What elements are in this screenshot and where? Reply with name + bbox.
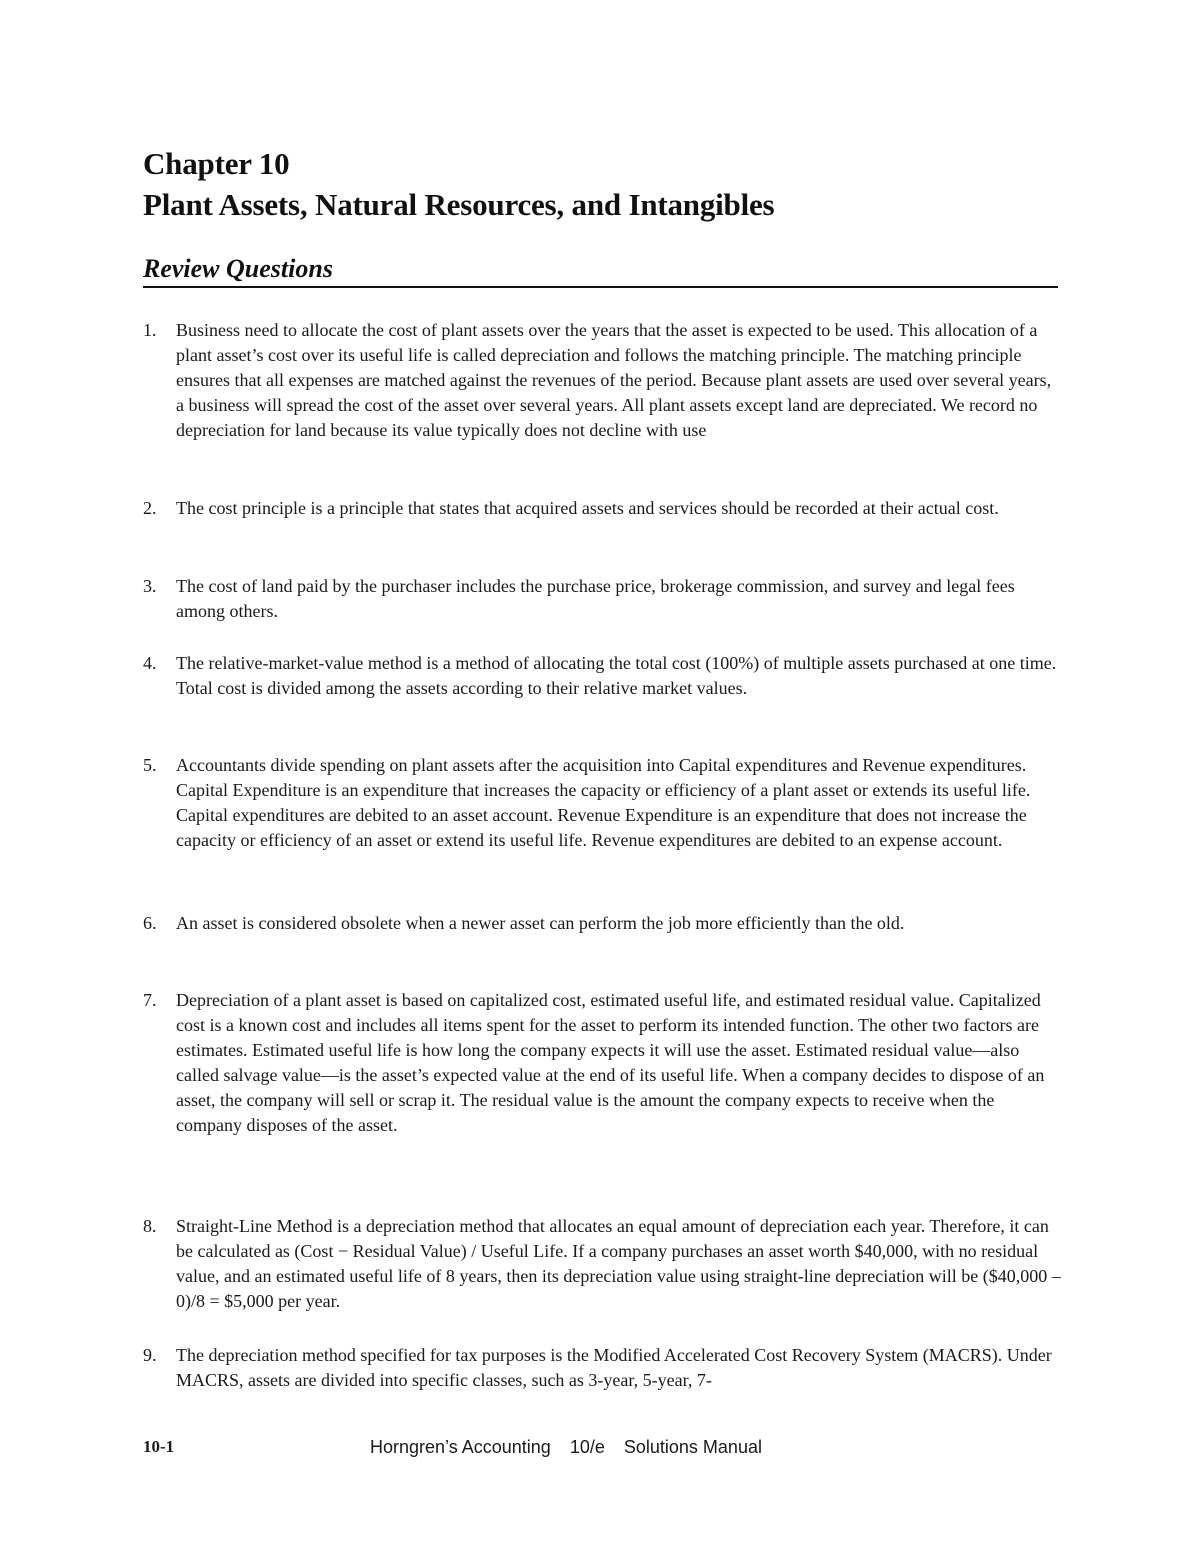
- footer-book-title: Horngren’s Accounting: [370, 1437, 551, 1457]
- question-number: 4.: [143, 653, 157, 673]
- chapter-title: Chapter 10: [143, 146, 290, 181]
- question-text: The cost principle is a principle that states that acquired assets and services should be recorded at their actual cost.: [176, 498, 999, 518]
- list-item: [143, 1214, 1063, 1314]
- question-number: 9.: [143, 1345, 157, 1365]
- chapter-subtitle: Plant Assets, Natural Resources, and Intangibles: [143, 187, 775, 222]
- question-text: The relative-market-value method is a method of allocating the total cost (100%) of multiple assets purchased at one time. Total cost is divided among the assets according to their relative market values.: [176, 653, 1057, 698]
- footer-book-info: [370, 1434, 776, 1460]
- footer-edition: 10/e: [569, 1437, 605, 1457]
- page-number: 10-1: [143, 1437, 175, 1456]
- question-number: 6.: [143, 913, 157, 933]
- question-number: 2.: [143, 498, 157, 518]
- question-text: The depreciation method specified for tax purposes is the Modified Accelerated Cost Recovery System (MACRS). Under MACRS, assets are divided into specific classes, such as 3-year, 5-year, 7-: [176, 1345, 1052, 1390]
- section-title: Review Questions: [143, 254, 333, 283]
- question-text: An asset is considered obsolete when a newer asset can perform the job more efficiently than the old.: [176, 913, 905, 933]
- list-item: [143, 988, 1063, 1138]
- question-text: Straight-Line Method is a depreciation method that allocates an equal amount of depreciation each year. Therefore, it can be calculated as (Cost − Residual Value) / Useful Life. If a company purchases an asset worth $40,000, with no residual value, and an estimated useful life of 8 years, then its depreciation value using straight-line depreciation will be ($40,000 – 0)/8 = $5,000 per year.: [176, 1216, 1061, 1311]
- question-number: 1.: [143, 320, 157, 340]
- list-item: [143, 651, 1063, 701]
- list-item: [143, 496, 1063, 521]
- question-text: Depreciation of a plant asset is based on capitalized cost, estimated useful life, and estimated residual value. Capitalized cost is a known cost and includes all items spent for the asset to perform its intended function. The other two factors are estimates. Estimated useful life is how long the company expects it will use the asset. Estimated residual value—also called salvage value—is the asset’s expected value at the end of its useful life. When a company decides to dispose of an asset, the company will sell or scrap it. The residual value is the amount the company expects to receive when the company disposes of the asset.: [176, 990, 1045, 1135]
- question-number: 7.: [143, 990, 157, 1010]
- question-text: Accountants divide spending on plant assets after the acquisition into Capital expenditures and Revenue expenditures. Capital Expenditure is an expenditure that increases the capacity or efficiency of a plant asset or extends its useful life. Capital expenditures are debited to an asset account. Revenue Expenditure is an expenditure that does not increase the capacity or efficiency of an asset or extend its useful life. Revenue expenditures are debited to an expense account.: [176, 755, 1031, 850]
- question-number: 3.: [143, 576, 157, 596]
- list-item: [143, 318, 1063, 443]
- list-item: [143, 753, 1063, 853]
- question-text: Business need to allocate the cost of plant assets over the years that the asset is expected to be used. This allocation of a plant asset’s cost over its useful life is called depreciation and follows the matching principle. The matching principle ensures that all expenses are matched against the revenues of the period. Because plant assets are used over several years, a business will spread the cost of the asset over several years. All plant assets except land are depreciated. We record no depreciation for land because its value typically does not decline with use: [176, 320, 1052, 440]
- list-item: [143, 1343, 1063, 1393]
- list-item: [143, 911, 1063, 936]
- question-text: The cost of land paid by the purchaser includes the purchase price, brokerage commission, and survey and legal fees among others.: [176, 576, 1015, 621]
- question-number: 5.: [143, 755, 157, 775]
- question-number: 8.: [143, 1216, 157, 1236]
- page-footer: [0, 1434, 1200, 1464]
- list-item: [143, 574, 1063, 624]
- footer-manual: Solutions Manual: [623, 1437, 762, 1457]
